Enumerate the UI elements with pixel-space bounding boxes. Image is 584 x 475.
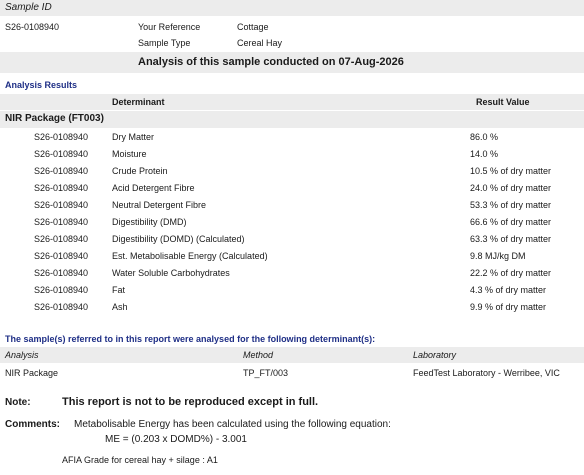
analysis-results-title: Analysis Results: [5, 80, 78, 90]
methods-intro: The sample(s) referred to in this report were analysed for the following determinant(s):: [5, 334, 376, 344]
me-equation: ME = (0.203 x DOMD%) - 3.001: [105, 434, 247, 445]
note-text: This report is not to be reproduced except in full.: [62, 396, 319, 408]
laboratory-column-header: Laboratory: [413, 350, 457, 360]
row-result-value: 22.2 % of dry matter: [470, 268, 552, 278]
result-row: [0, 130, 584, 146]
methods-column-header-bar: [0, 347, 584, 363]
row-sample-id: S26-0108940: [34, 234, 89, 244]
comments-label: Comments:: [5, 419, 61, 430]
sample-type-value: Cereal Hay: [237, 38, 283, 48]
row-determinant: Acid Detergent Fibre: [112, 183, 195, 193]
row-determinant: Dry Matter: [112, 132, 155, 142]
result-row: [0, 249, 584, 265]
row-sample-id: S26-0108940: [34, 166, 89, 176]
row-result-value: 66.6 % of dry matter: [470, 217, 552, 227]
row-determinant: Crude Protein: [112, 166, 168, 176]
comments-text: Metabolisable Energy has been calculated using the following equation:: [74, 419, 391, 430]
note-label: Note:: [5, 397, 31, 408]
method-analysis-value: NIR Package: [5, 368, 59, 378]
row-determinant: Fat: [112, 285, 126, 295]
row-sample-id: S26-0108940: [34, 302, 89, 312]
result-row: [0, 164, 584, 180]
result-row: [0, 215, 584, 231]
row-result-value: 86.0 %: [470, 132, 499, 142]
sample-id-header-bar: [0, 0, 584, 16]
result-row: [0, 147, 584, 163]
result-row: [0, 232, 584, 248]
determinant-column-header: Determinant: [112, 97, 165, 107]
method-code-value: TP_FT/003: [243, 368, 289, 378]
row-sample-id: S26-0108940: [34, 217, 89, 227]
row-sample-id: S26-0108940: [34, 149, 89, 159]
result-row: [0, 266, 584, 282]
row-result-value: 9.9 % of dry matter: [470, 302, 547, 312]
row-result-value: 63.3 % of dry matter: [470, 234, 552, 244]
package-title: NIR Package (FT003): [5, 113, 104, 124]
row-determinant: Moisture: [112, 149, 147, 159]
analysis-date-text: Analysis of this sample conducted on 07-Aug-2026: [138, 56, 404, 68]
method-column-header: Method: [243, 350, 274, 360]
result-value-column-header: Result Value: [476, 97, 530, 107]
row-sample-id: S26-0108940: [34, 251, 89, 261]
result-row: [0, 198, 584, 214]
row-result-value: 9.8 MJ/kg DM: [470, 251, 526, 261]
row-sample-id: S26-0108940: [34, 132, 89, 142]
row-determinant: Neutral Detergent Fibre: [112, 200, 207, 210]
row-result-value: 10.5 % of dry matter: [470, 166, 552, 176]
afia-grade: AFIA Grade for cereal hay + silage : A1: [62, 455, 218, 465]
result-row: [0, 300, 584, 316]
laboratory-value: FeedTest Laboratory - Werribee, VIC: [413, 368, 560, 378]
row-determinant: Ash: [112, 302, 128, 312]
row-sample-id: S26-0108940: [34, 268, 89, 278]
row-sample-id: S26-0108940: [34, 183, 89, 193]
result-row: [0, 181, 584, 197]
row-result-value: 4.3 % of dry matter: [470, 285, 547, 295]
row-sample-id: S26-0108940: [34, 285, 89, 295]
row-result-value: 14.0 %: [470, 149, 499, 159]
result-row: [0, 283, 584, 299]
sample-id-label: Sample ID: [5, 2, 52, 13]
row-result-value: 53.3 % of dry matter: [470, 200, 552, 210]
sample-id-value: S26-0108940: [5, 22, 60, 32]
row-determinant: Water Soluble Carbohydrates: [112, 268, 230, 278]
row-result-value: 24.0 % of dry matter: [470, 183, 552, 193]
row-determinant: Est. Metabolisable Energy (Calculated): [112, 251, 268, 261]
sample-type-label: Sample Type: [138, 38, 191, 48]
analysis-column-header: Analysis: [5, 350, 39, 360]
your-reference-value: Cottage: [237, 22, 269, 32]
row-sample-id: S26-0108940: [34, 200, 89, 210]
row-determinant: Digestibility (DMD): [112, 217, 187, 227]
row-determinant: Digestibility (DOMD) (Calculated): [112, 234, 245, 244]
your-reference-label: Your Reference: [138, 22, 201, 32]
